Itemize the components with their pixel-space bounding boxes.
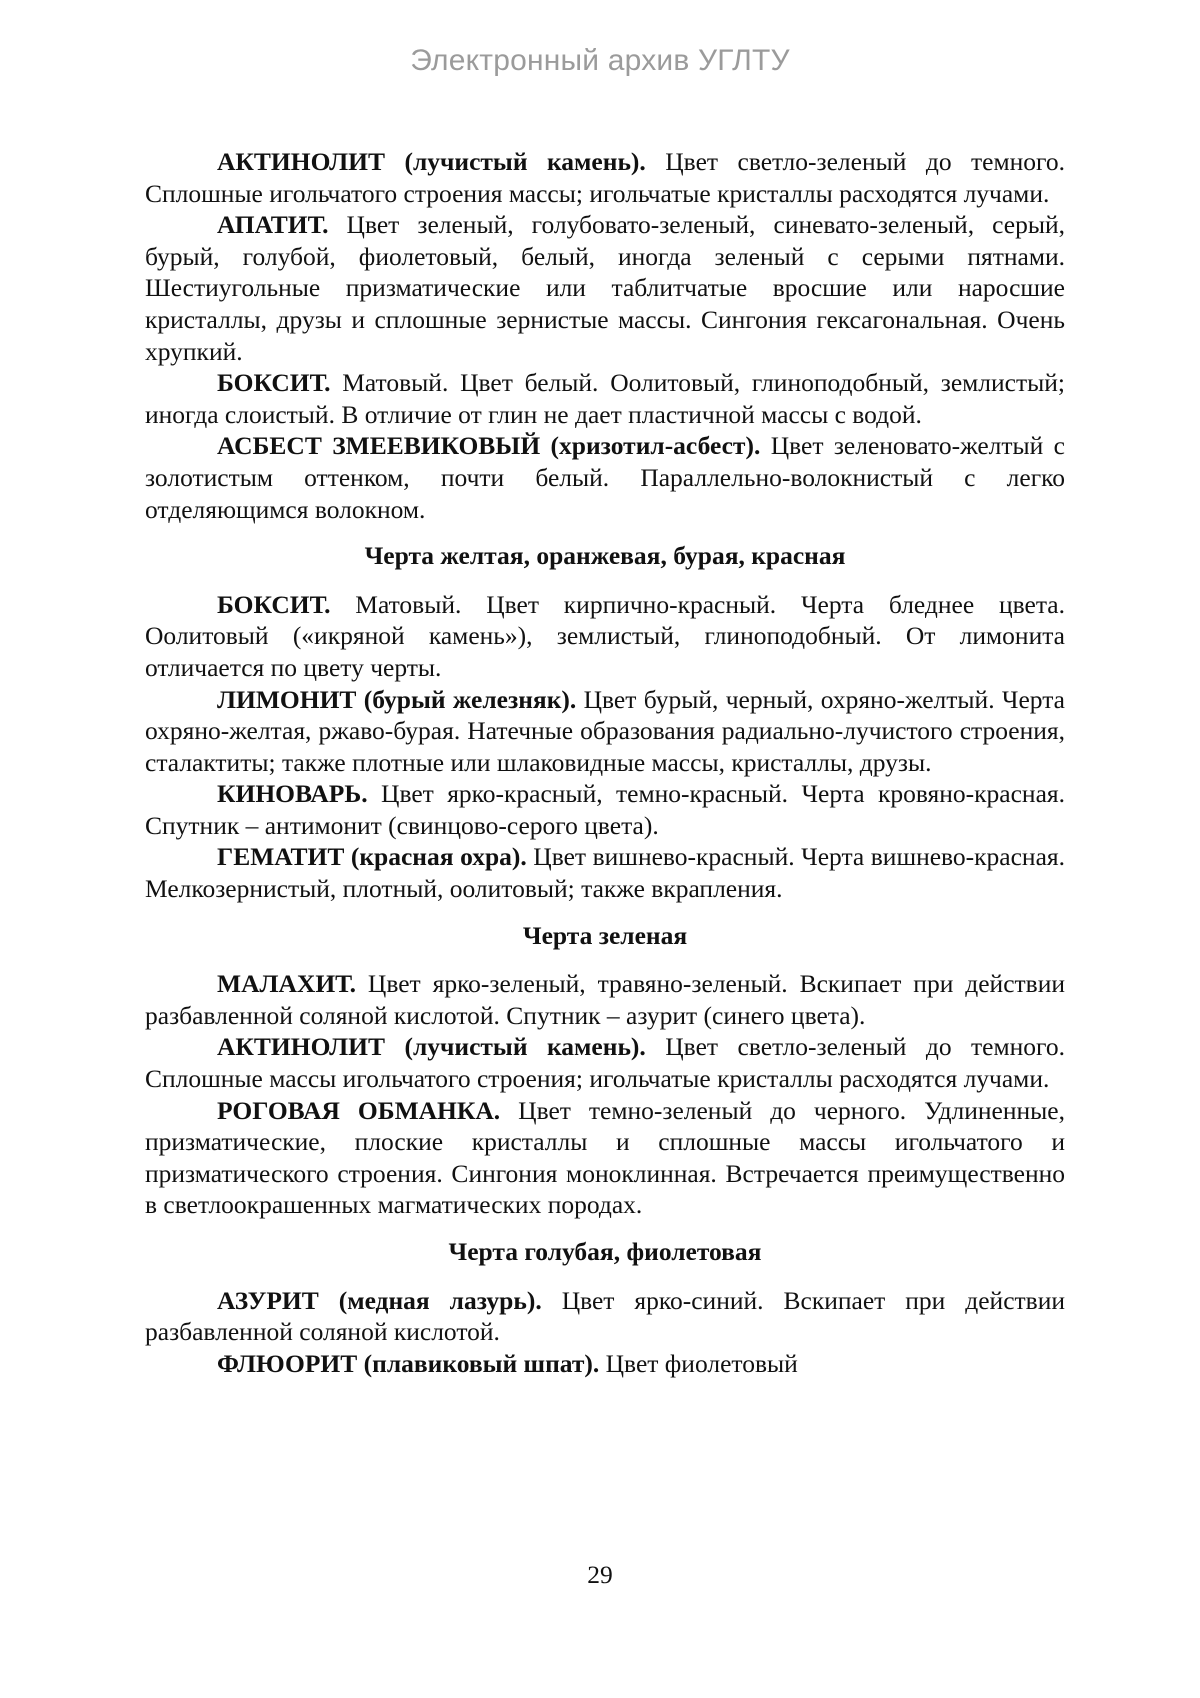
mineral-term: АЗУРИТ (медная лазурь). xyxy=(217,1285,542,1315)
mineral-description: Цвет вишнево-красный. Черта вишнево-красная. Мелкозернистый, плотный, оолитовый; также вкрапления. xyxy=(145,842,1065,904)
mineral-description: Цвет светло-зеленый до темного. Сплошные игольчатого строения массы; игольчатые кристаллы расходятся лучами. xyxy=(145,147,1065,208)
mineral-term: ФЛЮОРИТ (плавиковый шпат). xyxy=(217,1348,600,1378)
mineral-term: ЛИМОНИТ (бурый железняк). xyxy=(217,684,577,714)
mineral-description: Цвет ярко-синий. Вскипает при действии разбавленной соляной кислотой. xyxy=(145,1285,1065,1347)
mineral-description: Матовый. Цвет белый. Оолитовый, глиноподобный, землистый; иногда слоистый. В отличие от глин не дает пластичной массы с водой. xyxy=(145,368,1065,429)
mineral-term: ГЕМАТИТ (красная охра). xyxy=(217,842,527,872)
mineral-term: АКТИНОЛИТ (лучистый камень). xyxy=(217,1032,646,1062)
mineral-entry-hematite xyxy=(145,841,1065,904)
mineral-description: Цвет бурый, черный, охряно-желтый. Черта охряно-желтая, ржаво-бурая. Натечные образования радиально-лучистого строения, сталактиты; также плотные или шлаковидные массы, кристаллы, друзы. xyxy=(145,684,1065,777)
mineral-entry-fluorite xyxy=(145,1348,1065,1380)
mineral-term: РОГОВАЯ ОБМАНКА. xyxy=(217,1095,501,1125)
mineral-description: Цвет темно-зеленый до черного. Удлиненные, призматические, плоские кристаллы и сплошные массы игольчатого и призматического строения. Сингония моноклинная. Встречается преимущественно в светлоокрашенных магматических породах. xyxy=(145,1095,1065,1220)
mineral-description: Матовый. Цвет кирпично-красный. Черта бледнее цвета. Оолитовый («икряной камень»), землистый, глиноподобный. От лимонита отличается по цвету черты. xyxy=(145,589,1065,682)
mineral-description: Цвет светло-зеленый до темного. Сплошные массы игольчатого строения; игольчатые кристаллы расходятся лучами. xyxy=(145,1032,1065,1094)
mineral-term: КИНОВАРЬ. xyxy=(217,779,368,809)
mineral-term: АСБЕСТ ЗМЕЕВИКОВЫЙ (хризотил-асбест). xyxy=(217,431,761,461)
mineral-entry-malachite xyxy=(145,968,1065,1031)
mineral-description: Цвет ярко-зеленый, травяно-зеленый. Вскипает при действии разбавленной соляной кислотой. Спутник – азурит (синего цвета). xyxy=(145,969,1065,1030)
section-heading-green-streak: Черта зеленая xyxy=(522,920,688,950)
mineral-description: Цвет зеленый, голубовато-зеленый, синевато-зеленый, серый, бурый, голубой, фиолетовый, белый, иногда зеленый с серыми пятнами. Шестиугольные призматические или таблитчатые вросшие или наросшие кристаллы, друзы и сплошные зернистые массы. Сингония гексагональная. Очень хрупкий. xyxy=(145,210,1065,366)
mineral-term: БОКСИТ. xyxy=(217,368,331,398)
mineral-entry-actinolite xyxy=(145,146,1065,209)
mineral-entry-limonite xyxy=(145,684,1065,779)
mineral-description: Цвет фиолетовый xyxy=(599,1348,798,1378)
mineral-entry-bauxite-white xyxy=(145,367,1065,430)
section-heading-blue-violet-streak: Черта голубая, фиолетовая xyxy=(448,1237,762,1266)
page-number: 29 xyxy=(587,1560,613,1589)
mineral-description: Цвет зеленовато-желтый с золотистым оттенком, почти белый. Параллельно-волокнистый с легко отделяющимся волокном. xyxy=(145,431,1066,524)
mineral-term: АКТИНОЛИТ (лучистый камень). xyxy=(217,147,646,176)
mineral-entry-actinolite-2 xyxy=(145,1031,1065,1094)
mineral-entry-apatite xyxy=(145,209,1065,367)
mineral-entry-hornblende xyxy=(145,1095,1065,1221)
mineral-term: АПАТИТ. xyxy=(217,210,329,240)
mineral-entry-cinnabar xyxy=(145,778,1065,841)
mineral-term: МАЛАХИТ. xyxy=(217,969,356,999)
archive-watermark: Электронный архив УГЛТУ xyxy=(410,44,790,77)
mineral-entry-bauxite-red xyxy=(145,589,1065,684)
section-heading-yellow-red-streak: Черта желтая, оранжевая, бурая, красная xyxy=(364,541,846,571)
mineral-entry-asbestos xyxy=(145,430,1065,525)
mineral-term: БОКСИТ. xyxy=(217,589,331,619)
page-body xyxy=(145,146,1065,1379)
mineral-description: Цвет ярко-красный, темно-красный. Черта кровяно-красная. Спутник – антимонит (свинцово-серого цвета). xyxy=(145,779,1065,840)
mineral-entry-azurite xyxy=(145,1285,1065,1348)
